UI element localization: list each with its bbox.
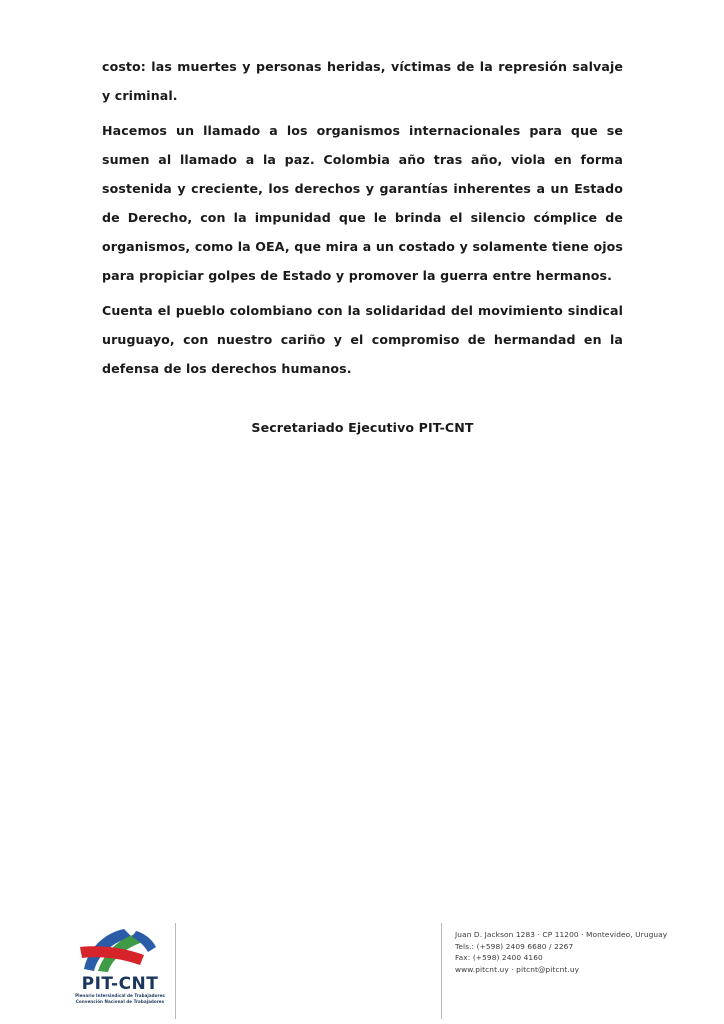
document-body (102, 52, 623, 383)
footer-web: www.pitcnt.uy · pitcnt@pitcnt.uy (455, 964, 580, 974)
footer-divider-right (441, 923, 442, 1019)
pit-cnt-logo-text (72, 975, 168, 1005)
footer-phone: Tels.: (+598) 2409 6680 / 2267 (455, 941, 574, 951)
paragraph-3: Cuenta el pueblo colombiano con la solidaridad del movimiento sindical uruguayo, con nuestro cariño y el compromiso de hermandad en la defensa de los derechos humanos. (102, 303, 623, 376)
pit-cnt-ribbon-icon (78, 925, 162, 973)
paragraph-1: costo: las muertes y personas heridas, víctimas de la represión salvaje y criminal. (102, 59, 623, 103)
paragraph-2: Hacemos un llamado a los organismos internacionales para que se sumen al llamado a la paz. Colombia año tras año, viola en forma sostenida y creciente, los derechos y garantías inherentes a un Estado de Derecho, con la impunidad que le brinda el silencio cómplice de organismos, como la OEA, que mira a un costado y solamente tiene ojos para propiciar golpes de Estado y promover la guerra entre hermanos. (102, 123, 623, 283)
pit-cnt-logo-subtitle-1: Plenario Intersindical de Trabajadores (75, 993, 165, 998)
footer-fax: Fax: (+598) 2400 4160 (455, 953, 543, 962)
signature-line: Secretariado Ejecutivo PIT-CNT (251, 420, 474, 435)
page-footer (0, 915, 724, 1024)
footer-contact-block (455, 929, 705, 975)
pit-cnt-logo-subtitle-2: Convención Nacional de Trabajadores (75, 999, 165, 1004)
pit-cnt-logo (72, 925, 168, 1015)
footer-divider-left (175, 923, 176, 1019)
pit-cnt-logo-title: PIT-CNT (81, 974, 159, 994)
footer-address: Juan D. Jackson 1283 · CP 11200 · Montevideo, Uruguay (455, 930, 668, 939)
